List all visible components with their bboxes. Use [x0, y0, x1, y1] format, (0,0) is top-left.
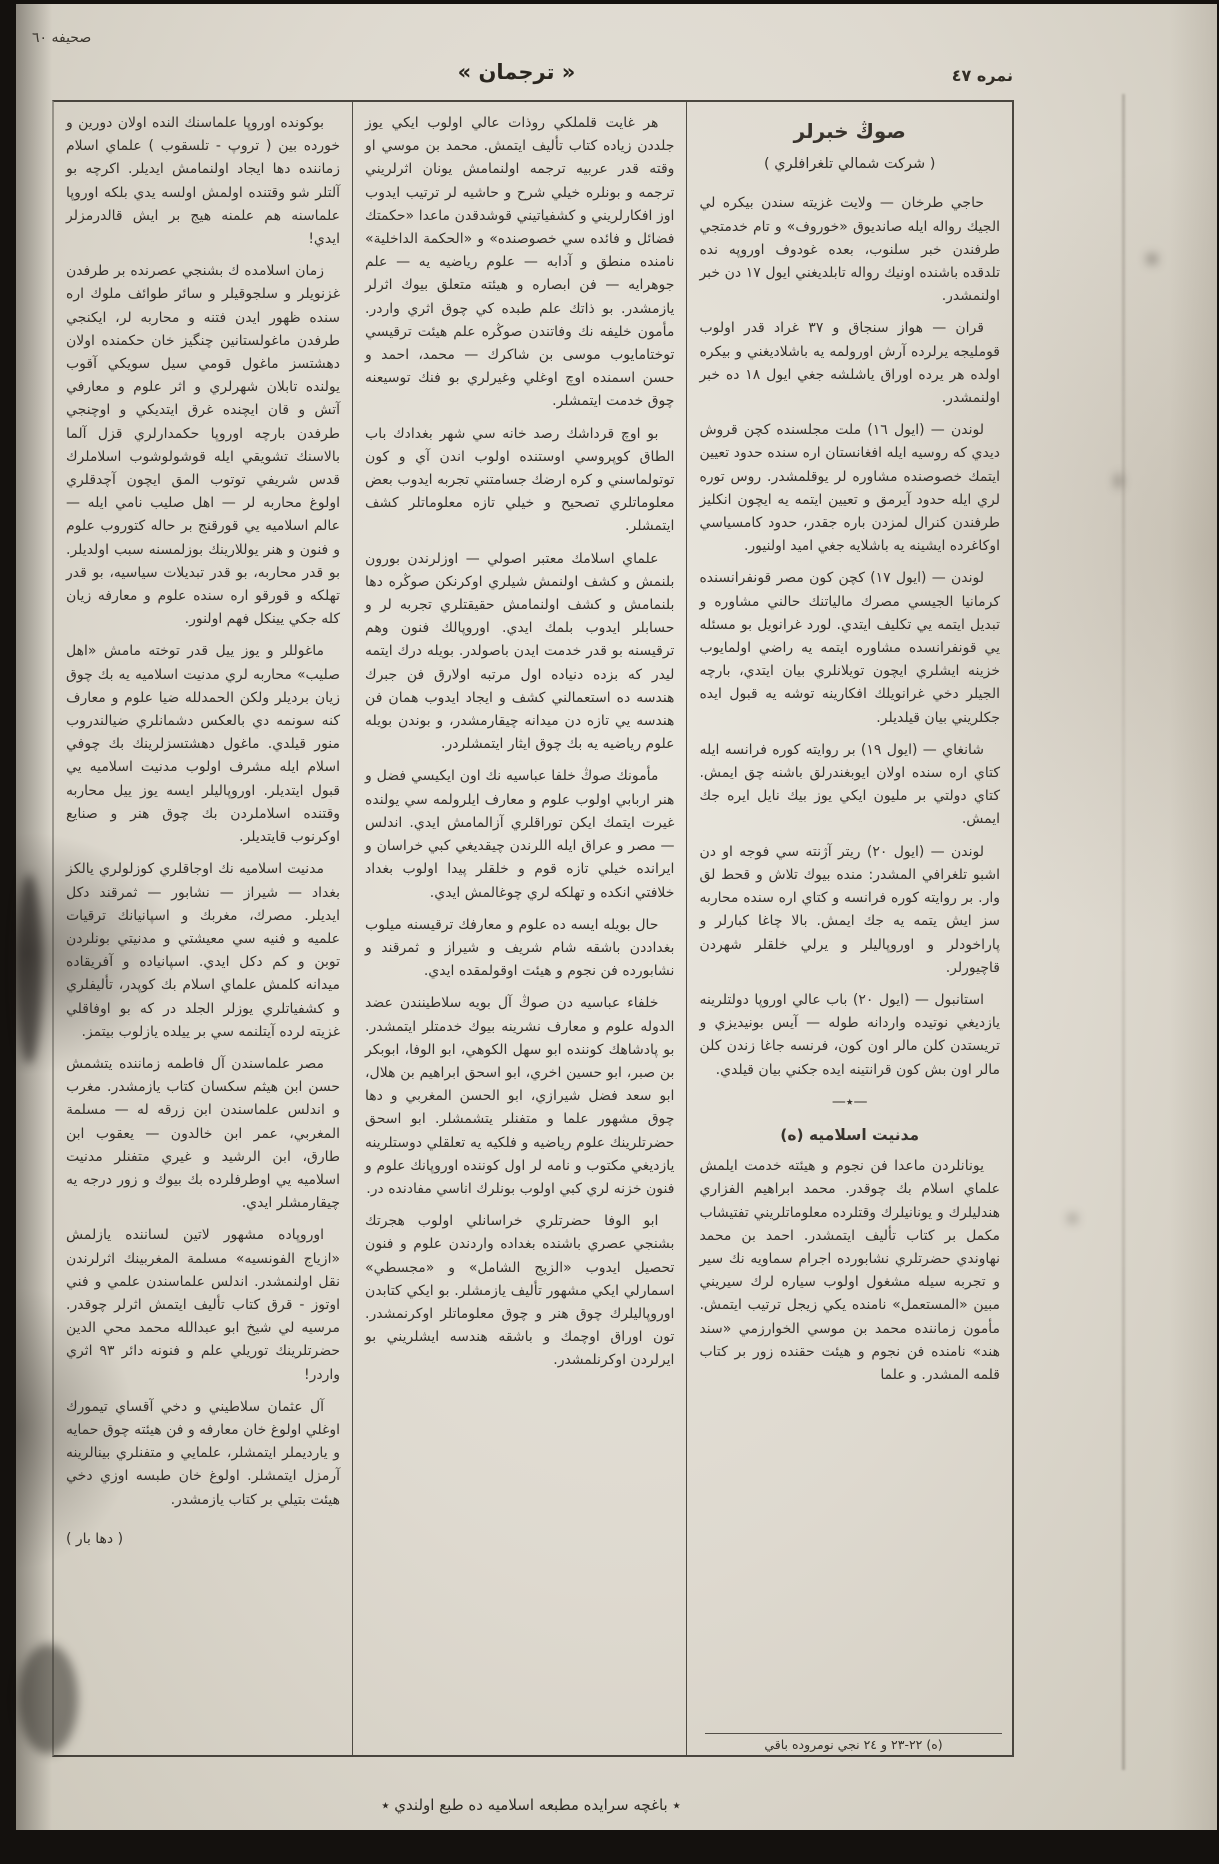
body-paragraph: زمان اسلامده ك بشنجي عصرنده بر طرفدن غزنويلر و سلجوقيلر و سائر طوائف ملوك اره سنده ظهور ايدن فتنه و محاربه لر، ايكنجي طرفدن ماغولستانين چنگيز خان حكمنده اولان دهشتسز ماغول قومي سيل سويكي آقوب يولنده تابلان شهرلري و اثر علوم و معارفي آتش و قان ايچنده غرق ايتديكي و اوچنجي طرفدن بارچه اوروپا حكمدارلري قزل آلما بالاسنك تشويقي ايله قوشولوشوب اسلاملرك قدس شريفي توتوب المق ايچون آچدقلري اولوغ محاربه لر — اهل صليب نامي ايله — عالم اسلاميه يي قورقنج بر حاله كتوروب علوم و فنون و هنر يوللارينك بوزلمسنه سبب اولديلر. بو قدر محاربه، بو قدر تبديلات سياسيه، بو قدر تهلكه و قورقو اره سنده علوم و معارفه زيان كله جكي يينكل فهم اولنور. [66, 263, 341, 628]
subhead-text: ( شركت شمالي تلغرافلري ) [764, 156, 936, 173]
body-paragraph: مدنيت اسلاميه نك اوجاقلري كوزلولري يالكز بغداد — شيراز — نشابور — ثمرقند دكل ايديلر. مصرك، مغربك و اسپانيانك ترقيات علميه و فنيه سي معيشتي و مدنيتي بونلردن توبن و كم دكل ايدي. اسپانياده و آفريقاده ميدانه كلمش علماي اسلام بك كوپدر، تأليفلري و كشفياتلري يوزلر الجلد در كه بو اوفاقلي غزيته لرده آيتلنمه سي بر ييلده يازلوب بيتمز. [66, 861, 341, 1040]
body-paragraph: لوندن — (ايول ١٦) ملت مجلسنده كچن قروش ديدي كه روسيه ايله افغانستان اره سنده حدود تعيين ايتمك خصوصنده مشاوره لر يوقلمشدر. روس توره لري ايله حدود آيرمق و تعيين ايتمه يه ايچون انكليز طرفندن كنرال لمزدن باره جقدر، حدود كامسياسي اوكاغرده ايشينه يه باشلايه جغي اميد اولنيور. [699, 422, 1000, 555]
continuation-note: (ه) ٢٢-٢٣ و ٢٤ نجي نومروده باقي [705, 1733, 1002, 1752]
divider-text: —٭— [831, 1093, 868, 1110]
scan-blotch [18, 1644, 78, 1754]
body-paragraph: هر غايت قلملكي روذات عالي اولوب ايكي يوز جلددن زياده كتاب تأليف ايتمش. محمد بن موسي او وقته قدر عربيه ترجمه اولنمامش يونان اثرلريني ترجمه و بونلره خيلي شرح و حاشيه لر ترتيب ايدوب اوز افكارلريني و كشفياتيني قوشدقدن ماعدا «حكمتك فضائل و فائده سي خصوصنده» و «الحكمة الداخلية» نامنده منطق و آدابه — علوم رياضيه يه — علم جوهرايه — فن ابصاره و هيئته متعلق بيوك اثرلر يازمشدر. بو ذاتك علم طبده كي چوق اثري واردر. مأمون خليفه نك وفاتندن صوڭره علم هيئت ترقيسي توختامايوب موسى بن شاكرك — محمد، احمد و حسن اسمنده اوچ اوغلي وغيرلري بو فنك توسيعنه چوق خدمت ايتمشلر. [365, 115, 675, 410]
body-paragraph: آل عثمان سلاطيني و دخي آقساي تيمورك اوغلي اولوغ خان معارفه و فن هيئته چوق حمايه و يارديملر ايتمشلر، علمايي و متفنلري بينالرينه آرمزل ايتمشلر. اولوغ خان طبسه اوزي دخي هيئت بتيلي بر كتاب يازمشدر. [66, 1398, 341, 1508]
column-middle-article [352, 102, 686, 1755]
body-paragraph: قران — هواز سنجاق و ٣٧ غراد قدر اولوب قومليجه يرلرده آرش اورولمه يه باشلاديغني و بيكره اولده هر يرده اوراق ياشلشه جغي ايول ١٨ ده خبر اولنمشدر. [699, 320, 1000, 407]
issue-number-label: نمره ٤٧ [951, 66, 1013, 85]
section-text: مدنيت اسلاميه (ه) [780, 1125, 920, 1144]
newspaper-sheet [16, 4, 1217, 1830]
body-paragraph: شانغاي — (ايول ١٩) بر روايته كوره فرانسه ايله كتاي اره سنده اولان ايوبغندرلق باشنه چق ايمش. كتاي دولتي بر مليون ايكي يوز بيك نايل ايره جك ايمش. [699, 741, 1000, 828]
body-paragraph: بو اوچ قرداشك رصد خانه سي شهر بغدادك باب الطاق كوپروسي اوستنده اولوب اندن آي و كون توتولماسني و كره ارضك جسامتني تجربه ايدوب بعض معلوماتلري تصحيح و خيلي تازه معلوماتلر كشف ايتمشلر. [365, 425, 675, 535]
headline-text: صوڭ خبرلر [793, 119, 906, 143]
scan-blotch [16, 874, 42, 1064]
body-paragraph: حاجي طرخان — ولايت غزيته سندن بيكره لي الجيك رواله ايله صانديوق «خوروف» و تام خدمتجي طرفندن خبر سلنوب، بعده غودوف اوروپه نده تلدقده باشنده اونيك رواله تابلديغني ايول ١٧ دن خبر اولنمشدر. [699, 195, 1000, 305]
column-layout [54, 102, 1012, 1755]
content-frame [52, 100, 1014, 1757]
body-paragraph: ماغوللر و يوز ييل قدر توخته مامش «اهل صليب» محاربه لري مدنيت اسلاميه يه بك چوق زيان برديلر ولكن الحمدلله ضيا علوم و معارف كنه سونمه دي بالعكس دشمانلري ضيالندروب منور قيلدي. ماغول دهشتسزلرينك بك چوفي اسلام ايله مشرف اولوب مدنيت اسلاميه يي قبول ايتديلر. اوروپاليلر ايسه يوز ييل محاربه وقتنده اسلاملردن بك چوق هنر و صنايع اوكرنوب قايتديلر. [66, 643, 341, 846]
column-left-article [54, 102, 352, 1755]
body-paragraph: علماي اسلامك معتبر اصولي — اوزلرندن بورون بلنمش و كشف اولنمش شيلري اوكرنكن صوڭره دها بلنمامش و كشف اولنمامش حقيقتلري تجربه لر و حسابلر ايدوب بلمك ايدي. اوروپالك فنون وهم ترقيسنه بو قدر خدمت ايدن باصولدر. بويله درك ايتمه ليدر كه بزده دنياده اول مرتبه اولارق فن جبرك هندسه ده استعمالني كشف و ايجاد ايدوب همان فن هندسه يي تازه دن ميدانه چيقارمشدر، و بوندن بويله علوم رياضيه يه بك چوق ايثار ايتمشلردر. [365, 550, 675, 753]
scan-speck [1068, 1214, 1077, 1223]
body-paragraph: مأمونك صوڭ خلفا عباسيه نك اون ايكيسي فضل و هنر اربابي اولوب علوم و معارف ايلرولمه سي يولنده غيرت ايتمك ايكن توراقلري آزالمامش ايدي. اندلس — مصر و عراق ايله اللرندن چيقديغي كبي خراسان و ايرانده خيلي تازه قوم و خلقلر پيدا اولوب بغداد خلافتي انكده و تهلكه لري چوغالمش ايدي. [365, 768, 675, 901]
body-paragraph: لوندن — (ايول ١٧) كچن كون مصر قونفرانسنده كرمانيا الجيسي مصرك مالياتنك حالني مشاوره و تبديل ايتمه يي تكليف ايتدي. لورد غرانويل بو مسئله يي قونفرانسده مشاوره ايتمه يه راضي اولمايوب خزينه ايشلري ايچون تويلانلري بيان ايتدي، بارچه الجيلر دخي غرانويلك افكارينه توشه يه قبول ايده جكلريني بيان قيلديلر. [699, 570, 1000, 726]
column-right-news [686, 102, 1012, 1755]
body-paragraph: ابو الوفا حضرتلري خراسانلي اولوب هجرتك بشنجي عصري باشنده بغداده واردندن علوم و فنون تحصيل ايدوب «الزيج الشامل» و «مجسطي» اسمارلي ايكي مشهور تأليف يازمشلر. بو ايكي كتابدن اوروپاليلرك چوق هنر و چوق معلوماتلر اوكرنمشدر. تون اوراق اوچمك و باشقه هندسه ايشلريني بو ايرلردن اوكرنلمشدر. [365, 1213, 675, 1369]
body-paragraph: استانبول — (ايول ٢٠) باب عالي اوروپا دولتلرينه يازديغي نوتيده واردانه طوله — آيس بونيديزي و تريستدن كلن مالر اون كون، فرنسه جاغا زندن كلن مالر اون بش كون قرانتينه ايده جكني بيان قيلدي. [699, 991, 1000, 1078]
catchword-text: ( دها بار ) [66, 1530, 124, 1547]
body-paragraph: لوندن — (ايول ٢٠) ريتر آژنته سي فوجه او دن اشبو تلغرافي المشدر: منده بيوك تلاش و قحط لق وار. بر روايته كوره فرانسه و كتاي اره سنده محاربه سز ايش يتمه يه جك ايمش. بالا چاغا كبارلر و پاراخودلر و اوروپاليلر و يرلي خلقلر شهردن قاچيورلر. [699, 843, 1000, 976]
body-paragraph: بوكونده اوروپا علماسنك النده اولان دورين و خورده بين ( تروپ - تلسقوب ) علماي اسلام زماننده دها ايجاد اولنمامش ايديلر. اكرچه بو آلتلر شو وقتنده اولمش اولسه يدي بلكه اوروپا علماسنه هم علمنه هيج بر ايش قالدرمزلر ايدي! [66, 115, 341, 248]
scan-speck [1147, 254, 1157, 264]
body-paragraph: مصر علماسندن آل فاطمه زماننده يتشمش حسن ابن هيثم سكسان كتاب يازمشدر. مغرب و اندلس علماسندن ابن زرقه له — مسلمة المغربي، عمر ابن خالدون — يعقوب ابن طارق، ابن الرشيد و غيري متفنلر مدنيت اسلاميه يي اوطرفلرده بك بيوك و زور درجه يه چيقارمشلر ايدي. [66, 1055, 341, 1212]
body-paragraph: اوروپاده مشهور لاتين لساننده يازلمش «ازياج الفونسيه» مسلمة المغربينك اثرلرندن نقل اولنمشدر. اندلس علماسندن علمي و فني اوتوز - قرق كتاب تأليف ايتمش اثرلر چوقدر. مرسيه لي شيخ ابو عبدالله محمد محي الدين حضرتلرينك توريلي علم و فنونه دائر ٩٣ اثري واردر! [66, 1227, 341, 1383]
masthead-title: « ترجمان » [457, 60, 576, 84]
body-paragraph: يونانلردن ماعدا فن نجوم و هيئته خدمت ايلمش علماي اسلام بك چوقدر. محمد ابراهيم الفزاري هندليلرك و يونانيلرك وقتلرده معلوماتلريني تفتيشاب مكمل بر كتاب تأليف ايتمشدر. احمد بن محمد نهاوندي حضرتلري نشابورده اجرام سماويه نك سير و تجربه سيله مشغول اولوب سياره لرك سيريني مبين «المستعمل» نامنده يكي زيجل ترتيب ايتمش. مأمون زماننده محمد بن موسي الخوارزمي «سند هند» نامنده فن نجوم و هيئت حقنده زور بر كتاب قلمه المشدر. و علما [699, 1158, 1000, 1383]
sheet-number-label: صحيفه ٦٠ [32, 30, 92, 46]
scan-speck [1115, 474, 1122, 488]
page-header [16, 4, 1217, 98]
body-paragraph: حال بويله ايسه ده علوم و معارفك ترقيسنه ميلوب بغداددن باشقه شام شريف و شيراز و ثمرقند و نشابورده فن نجوم و هيئت اوقولمقده ايدي. [365, 916, 675, 980]
fold-shadow [1122, 94, 1125, 1770]
imprint-line: ٭ باغچه سرايده مطبعه اسلاميه ده طبع اولندي ٭ [381, 1796, 681, 1814]
body-paragraph: خلفاء عباسيه دن صوڭ آل بويه سلاطينندن عضد الدوله علوم و معارف نشرينه بيوك خدمتلر ايتمشدر. بو پادشاهك كوننده ابو سهل الكوهي، ابو الوفا، ابوبكر بن صبر، ابو حسين اخري، ابو اسحق ابراهيم بن هلال، ابو سعد فضل شيرازي، ابو الحسن المغربي و دها چوق مشهور علما و متفنلر يتشمشلر. ابو اسحق حضرتلرينك علوم رياضيه و فلكيه يه تعلقلي دوستلرينه يازديغي مكتوب و نامه لر اول كوننده اوروپانك علوم و فنون خزنه لري كبي اولوب بونلرك اناسي مفادنده در. [365, 995, 675, 1197]
